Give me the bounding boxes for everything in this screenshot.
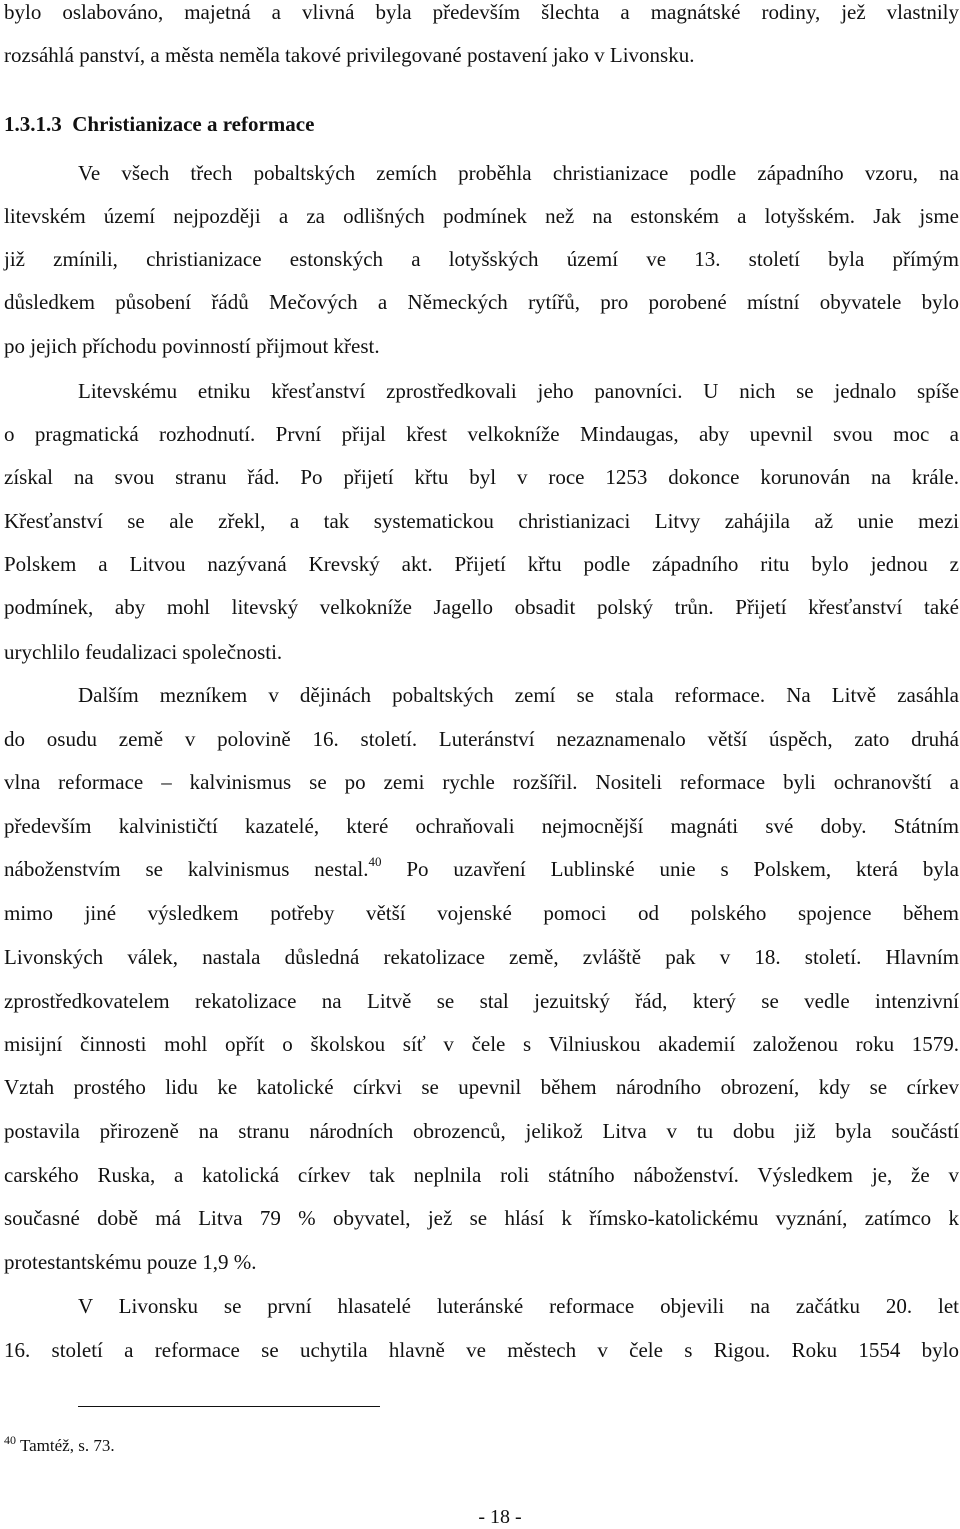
text-line: již zmínili, christianizace estonských a lotyšských území ve 13. století byla přímým: [4, 247, 959, 271]
text-line: misijní činnosti mohl opřít o školskou síť v čele s Vilniuskou akademií založenou roku 1579.: [4, 1032, 959, 1056]
page-number: - 18 -: [478, 1506, 522, 1528]
text-fragment: náboženstvím se kalvinismus nestal.: [4, 857, 369, 881]
text-line: získal na svou stranu řád. Po přijetí křtu byl v roce 1253 dokonce korunován na krále.: [4, 465, 959, 489]
text-line: rozsáhlá panství, a města neměla takové privilegované postavení jako v Livonsku.: [4, 43, 695, 67]
text-line: Livonských válek, nastala důsledná rekatolizace země, zvláště pak v 18. století. Hlavním: [4, 945, 959, 969]
text-line: vlna reformace – kalvinismus se po zemi rychle rozšířil. Nositeli reformace byli ochranovští a: [4, 770, 959, 794]
text-line: Polskem a Litvou nazývaná Krevský akt. Přijetí křtu podle západního ritu bylo jednou z: [4, 552, 959, 576]
text-line: 16. století a reformace se uchytila hlavně ve městech v čele s Rigou. Roku 1554 bylo: [4, 1338, 959, 1362]
footnote-reference: 40: [368, 854, 382, 869]
text-fragment: Po uzavření Lublinské unie s Polskem, která byla: [381, 857, 959, 881]
text-line: Vztah prostého lidu ke katolické církvi se upevnil během národního obrození, kdy se církev: [4, 1075, 959, 1099]
section-heading: 1.3.1.3 Christianizace a reformace: [4, 112, 315, 136]
footnote: [4, 1433, 115, 1456]
text-line: Dalším mezníkem v dějinách pobaltských zemí se stala reformace. Na Litvě zasáhla: [78, 683, 959, 707]
text-line: Litevskému etniku křesťanství zprostředkovali jeho panovníci. U nich se jednalo spíše: [78, 379, 959, 403]
footnote-separator: [78, 1406, 380, 1407]
text-line: urychlilo feudalizaci společnosti.: [4, 640, 283, 664]
footnote-number: 40: [4, 1433, 16, 1447]
text-line: po jejich příchodu povinností přijmout křest.: [4, 334, 380, 358]
text-line: mimo jiné výsledkem potřeby větší vojenské pomoci od polského spojence během: [4, 901, 959, 925]
text-line: V Livonsku se první hlasatelé luteránské reformace objevili na začátku 20. let: [78, 1294, 959, 1318]
text-line: carského Ruska, a katolická církev tak neplnila roli státního náboženství. Výsledkem je, že v: [4, 1163, 959, 1187]
text-line: postavila přirozeně na stranu národních obrozenců, jelikož Litva v tu dobu již byla součástí: [4, 1119, 959, 1143]
text-line: současné době má Litva 79 % obyvatel, jež se hlásí k římsko-katolickému vyznání, zatímco k: [4, 1206, 959, 1230]
text-line: litevském území nejpozději a za odlišných podmínek než na estonském a lotyšském. Jak jsme: [4, 204, 959, 228]
footnote-text: Tamtéž, s. 73.: [16, 1436, 115, 1455]
text-line: protestantskému pouze 1,9 %.: [4, 1250, 257, 1274]
text-line: důsledkem působení řádů Mečových a Německých rytířů, pro porobené místní obyvatele bylo: [4, 290, 959, 314]
text-line: do osudu země v polovině 16. století. Luteránství nezaznamenalo větší úspěch, zato druhá: [4, 727, 959, 751]
text-line: podmínek, aby mohl litevský velkokníže Jagello obsadit polský trůn. Přijetí křesťanství také: [4, 595, 959, 619]
text-line: bylo oslabováno, majetná a vlivná byla především šlechta a magnátské rodiny, jež vlastnily: [4, 0, 959, 24]
text-line: Ve všech třech pobaltských zemích proběhla christianizace podle západního vzoru, na: [78, 161, 959, 185]
text-line: zprostředkovatelem rekatolizace na Litvě se stal jezuitský řád, který se vedle intenzivní: [4, 989, 959, 1013]
text-line: [4, 854, 959, 881]
text-line: Křesťanství se ale zřekl, a tak systematickou christianizaci Litvy zahájila až unie mezi: [4, 509, 959, 533]
text-line: o pragmatická rozhodnutí. První přijal křest velkokníže Mindaugas, aby upevnil svou moc a: [4, 422, 959, 446]
text-line: především kalvinističtí kazatelé, které ochraňovali nejmocnější magnáti své doby. Státním: [4, 814, 959, 838]
